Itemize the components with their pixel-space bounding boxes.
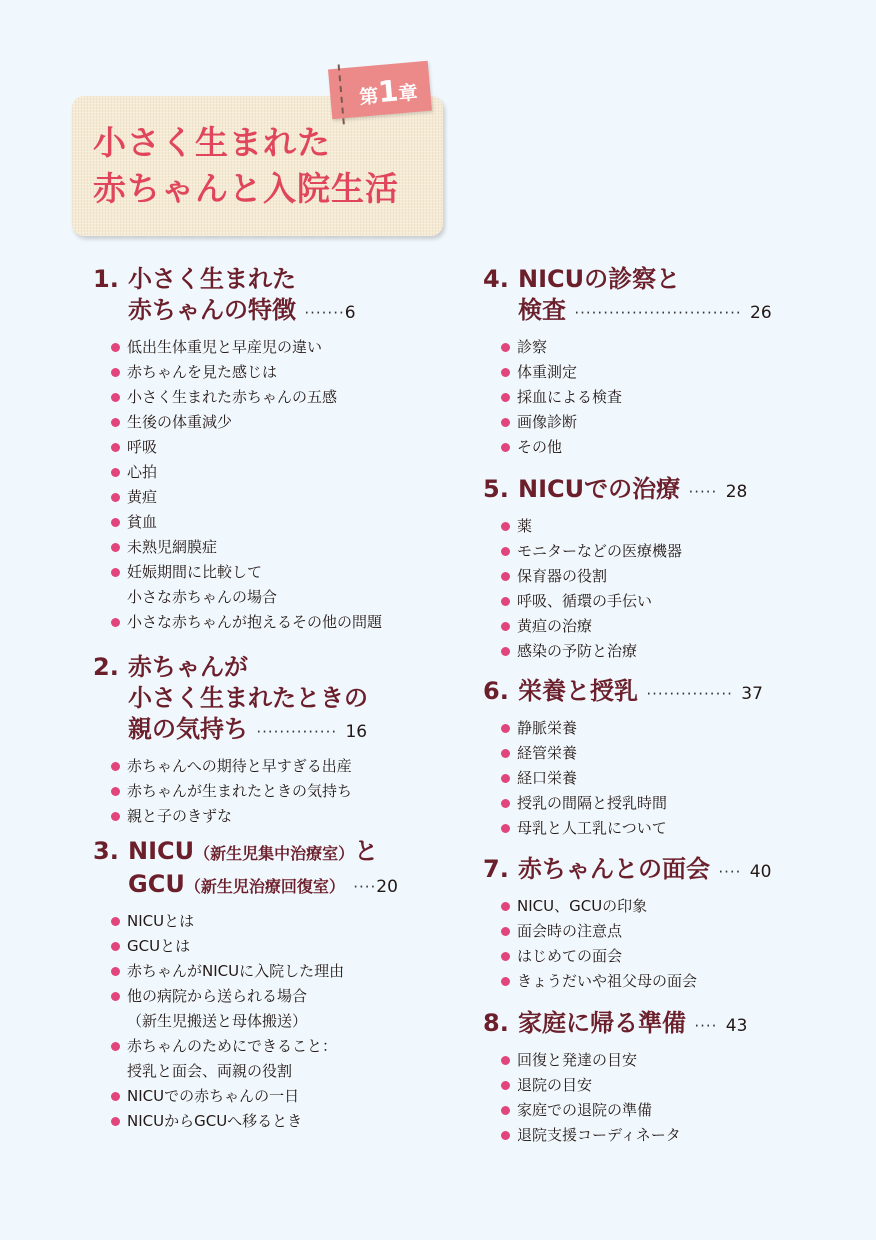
leader-dots: ··············· — [646, 685, 733, 703]
list-item-line: 赤ちゃんのためにできること： — [127, 1037, 338, 1055]
section-heading[interactable] — [93, 836, 398, 903]
list-item[interactable]: 黄疸 — [111, 485, 382, 510]
list-item-line: 他の病院から送られる場合 — [127, 987, 308, 1005]
section-title-text: 検査 — [518, 296, 566, 324]
chapter-title-line-1: 小さく生まれた — [93, 123, 331, 162]
page-number: 26 — [750, 303, 772, 323]
list-item[interactable]: 親と子のきずな — [111, 804, 368, 829]
page-number: 16 — [345, 722, 368, 742]
toc-section-1 — [93, 264, 382, 635]
toc-section-3 — [93, 836, 398, 1134]
section-number: 4. — [483, 265, 509, 293]
section-title-note: （新生児集中治療室） — [194, 844, 355, 863]
list-item[interactable]: 体重測定 — [501, 360, 772, 385]
list-item[interactable]: 低出生体重児と早産児の違い — [111, 335, 382, 360]
list-item[interactable]: 薬 — [501, 514, 747, 539]
section-title-text: NICU — [128, 837, 195, 865]
list-item[interactable]: NICUからGCUへ移るとき — [111, 1109, 398, 1134]
list-item[interactable]: NICUでの赤ちゃんの一日 — [111, 1084, 398, 1109]
list-item[interactable]: 母乳と人工乳について — [501, 816, 763, 841]
leader-dots: ···· — [718, 863, 742, 881]
section-title-line: 赤ちゃんが — [128, 653, 248, 681]
chapter-tag-number: 1 — [376, 73, 400, 110]
list-item[interactable]: 赤ちゃんを見た感じは — [111, 360, 382, 385]
list-item[interactable]: 回復と発達の目安 — [501, 1048, 747, 1073]
section-number: 1. — [93, 265, 119, 293]
page-number: 43 — [725, 1016, 748, 1036]
chapter-title — [93, 120, 399, 212]
list-item[interactable]: 家庭での退院の準備 — [501, 1098, 747, 1123]
section-items — [93, 909, 398, 1134]
leader-dots: ···· — [694, 1017, 718, 1035]
list-item[interactable]: NICU、GCUの印象 — [501, 894, 771, 919]
section-items — [483, 514, 747, 664]
toc-section-6 — [483, 676, 763, 841]
section-number: 2. — [93, 653, 119, 681]
list-item[interactable]: 採血による検査 — [501, 385, 772, 410]
section-items — [483, 716, 763, 841]
list-item-line: 授乳と面会、両親の役割 — [127, 1062, 293, 1080]
chapter-tag — [328, 61, 432, 120]
list-item[interactable]: モニターなどの医療機器 — [501, 539, 747, 564]
toc-section-4 — [483, 264, 772, 460]
section-title-text: 赤ちゃんの特徴 — [128, 296, 296, 324]
section-title-line: 小さく生まれた — [128, 265, 296, 293]
section-heading[interactable] — [483, 474, 747, 508]
section-items — [93, 335, 382, 635]
list-item[interactable]: 黄疸の治療 — [501, 614, 747, 639]
list-item[interactable]: はじめての面会 — [501, 944, 771, 969]
page-number: 6 — [344, 303, 356, 323]
section-title-text: GCU — [128, 870, 185, 898]
section-number: 5. — [483, 475, 509, 503]
section-title-text: 栄養と授乳 — [518, 677, 638, 705]
section-items — [483, 1048, 747, 1148]
page-number: 40 — [749, 862, 772, 882]
section-heading[interactable] — [483, 676, 763, 710]
section-title-text: 親の気持ち — [128, 715, 248, 743]
list-item[interactable]: NICUとは — [111, 909, 398, 934]
section-number: 7. — [483, 855, 509, 883]
section-title-line: 小さく生まれたときの — [128, 684, 368, 712]
section-title-line: NICUの診察と — [518, 265, 681, 293]
section-title-line-last — [483, 1008, 747, 1042]
list-item-line: （新生児搬送と母体搬送） — [127, 1012, 308, 1030]
list-item[interactable]: 赤ちゃんが生まれたときの気持ち — [111, 779, 368, 804]
list-item[interactable]: 小さく生まれた赤ちゃんの五感 — [111, 385, 382, 410]
list-item-line: 妊娠期間に比較して — [127, 563, 263, 581]
section-title-text: と — [354, 837, 379, 865]
page-number: 20 — [376, 877, 398, 897]
toc-section-7 — [483, 854, 771, 994]
list-item[interactable]: 退院支援コーディネータ — [501, 1123, 747, 1148]
list-item[interactable]: 赤ちゃんへの期待と早すぎる出産 — [111, 754, 368, 779]
list-item[interactable]: 診察 — [501, 335, 772, 360]
chapter-tag-suffix: 章 — [397, 81, 419, 106]
list-item[interactable]: 感染の予防と治療 — [501, 639, 747, 664]
section-title-text: 家庭に帰る準備 — [518, 1009, 686, 1037]
list-item[interactable]: 授乳の間隔と授乳時間 — [501, 791, 763, 816]
page-number: 37 — [741, 684, 763, 704]
list-item[interactable]: 面会時の注意点 — [501, 919, 771, 944]
list-item[interactable]: 退院の目安 — [501, 1073, 747, 1098]
list-item[interactable] — [111, 984, 398, 1034]
section-title-line-last — [483, 676, 763, 710]
list-item[interactable]: 呼吸 — [111, 435, 382, 460]
list-item[interactable]: 静脈栄養 — [501, 716, 763, 741]
section-heading[interactable] — [483, 854, 771, 888]
list-item[interactable] — [111, 1034, 398, 1084]
list-item[interactable]: その他 — [501, 435, 772, 460]
leader-dots: ·············· — [256, 723, 338, 741]
chapter-tag-label — [347, 71, 430, 112]
toc-section-5 — [483, 474, 747, 664]
list-item[interactable]: 赤ちゃんがNICUに入院した理由 — [111, 959, 398, 984]
section-items — [93, 754, 368, 829]
list-item[interactable]: 生後の体重減少 — [111, 410, 382, 435]
section-heading[interactable] — [483, 264, 772, 329]
list-item[interactable]: 画像診断 — [501, 410, 772, 435]
list-item[interactable]: 経管栄養 — [501, 741, 763, 766]
toc-section-2 — [93, 652, 368, 829]
section-heading[interactable] — [93, 652, 368, 748]
section-title-note: （新生児治療回復室） — [184, 877, 345, 896]
section-items — [483, 894, 771, 994]
section-number: 8. — [483, 1009, 509, 1037]
section-title-line — [93, 836, 398, 869]
list-item[interactable]: きょうだいや祖父母の面会 — [501, 969, 771, 994]
list-item[interactable] — [111, 560, 382, 610]
toc-section-8 — [483, 1008, 747, 1148]
section-items — [483, 335, 772, 460]
section-heading[interactable] — [483, 1008, 747, 1042]
leader-dots: ····· — [688, 483, 718, 501]
leader-dots: ···· — [353, 878, 377, 896]
list-item[interactable]: 心拍 — [111, 460, 382, 485]
section-heading[interactable] — [93, 264, 382, 329]
list-item[interactable]: 貧血 — [111, 510, 382, 535]
leader-dots: ····························· — [574, 304, 742, 322]
leader-dots: ······· — [304, 304, 345, 322]
list-item[interactable]: 経口栄養 — [501, 766, 763, 791]
list-item[interactable]: 保育器の役割 — [501, 564, 747, 589]
section-number: 6. — [483, 677, 509, 705]
page-number: 28 — [725, 482, 748, 502]
chapter-title-line-2: 赤ちゃんと入院生活 — [93, 169, 399, 208]
section-title-line-last — [93, 714, 368, 748]
section-title-line-last — [93, 295, 382, 329]
section-title-text: NICUでの治療 — [518, 475, 681, 503]
section-title-line-last — [483, 474, 747, 508]
list-item[interactable]: 呼吸、循環の手伝い — [501, 589, 747, 614]
list-item[interactable]: GCUとは — [111, 934, 398, 959]
list-item[interactable]: 未熟児網膜症 — [111, 535, 382, 560]
section-title-line-last — [483, 854, 771, 888]
list-item-line: 小さな赤ちゃんの場合 — [127, 588, 278, 606]
section-number: 3. — [93, 837, 119, 865]
section-title-text: 赤ちゃんとの面会 — [518, 855, 710, 883]
list-item[interactable]: 小さな赤ちゃんが抱えるその他の問題 — [111, 610, 382, 635]
section-title-line-last — [93, 869, 398, 903]
chapter-tag-prefix: 第 — [358, 85, 380, 109]
section-title-line-last — [483, 295, 772, 329]
